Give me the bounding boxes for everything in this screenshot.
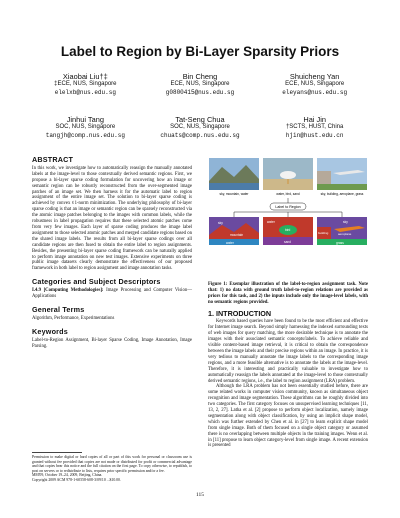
introduction-heading: 1. INTRODUCTION bbox=[208, 308, 272, 318]
author-email: elelxb@nus.edu.sg bbox=[54, 88, 116, 96]
figure-image-3-caption: sky, building, aeroplane, grass bbox=[320, 192, 364, 196]
copyright-text: Copyright 2009 ACM 978-1-60558-608-3/09/10 ...$10.00. bbox=[32, 477, 121, 482]
author-block bbox=[257, 115, 372, 139]
author-affiliation: ‡ECE, NUS, Singapore bbox=[54, 81, 117, 87]
footnote-rule bbox=[32, 452, 82, 453]
region-label: sky bbox=[343, 220, 348, 224]
region-label: water bbox=[226, 241, 234, 245]
keywords-heading: Keywords bbox=[32, 326, 68, 336]
general-terms-heading: General Terms bbox=[32, 304, 85, 314]
author-block bbox=[143, 72, 258, 96]
figure-image-3 bbox=[317, 158, 367, 190]
categories-desc: Image Processing and Computer Vision—Applications bbox=[32, 288, 192, 300]
author-block bbox=[257, 72, 372, 96]
venue-text: MM'09, October 19–24, 2009, Beijing, China. bbox=[32, 473, 103, 478]
intro-paragraph-1: Keywords based queries have been found to be the most efficient and effective for Internet image search. Beyond simply harnessing the indexed surrounding texts of web images for query matching, the more desirable technique is to annotate the images with their associated semantic concepts/labels. To achieve reliable and visible content-based image retrieval, it is critical to obtain the correspondence between the image labels and their precise regions within an image. In practice, it is very tedious to manually annotate the image labels to the corresponding image regions, and a more feasible alternative is to annotate the labels at the image-level. Therefore, it is interesting and practically valuable to investigate how to automatically reassign the labels annotated at the image-level to those contextually derived semantic regions, i.e., the label to region assignment (LRA) problem. bbox=[208, 319, 368, 384]
author-email: g0800415@nus.edu.sg bbox=[165, 88, 235, 96]
author-affiliation: †SCTS, HUST, China bbox=[285, 124, 344, 130]
figure-image-2-caption: water, bird, sand bbox=[276, 192, 300, 196]
author-email: tangjh@comp.nus.edu.sg bbox=[45, 131, 125, 139]
region-map-1 bbox=[209, 217, 259, 245]
figure-1 bbox=[208, 157, 368, 275]
author-name: Xiaobai Liu†‡ bbox=[62, 72, 108, 81]
figure-caption: Figure 1: Exemplar illustration of the label-to-region assignment task. Note that: 1) no data with ground truth label-to-region relations are provided as priors for this task, and 2) the inputs include only the image-level labels, with no semantic regions provided. bbox=[208, 281, 368, 305]
author-block bbox=[143, 115, 258, 139]
author-row-2 bbox=[28, 115, 372, 139]
region-label: sky bbox=[218, 221, 223, 225]
region-label: mountain bbox=[230, 233, 244, 237]
left-column bbox=[32, 157, 192, 349]
region-label: water bbox=[267, 220, 275, 224]
author-email: chuats@comp.nus.edu.sg bbox=[160, 131, 240, 139]
region-label: bird bbox=[285, 228, 291, 232]
author-block bbox=[28, 115, 143, 139]
author-block bbox=[28, 72, 143, 96]
author-name: Tat-Seng Chua bbox=[175, 115, 225, 124]
region-label: aeroplane bbox=[338, 232, 352, 236]
region-map-3 bbox=[317, 217, 367, 245]
paper-title: Label to Region by Bi-Layer Sparsity Priors bbox=[60, 44, 340, 59]
general-terms-text: Algorithm, Performance, Experimentations bbox=[32, 315, 115, 321]
permission-text: Permission to make digital or hard copies of all or part of this work for personal or classroom use is granted without fee provided that copies are not made or distributed for profit or commercial advantage and that copies bear this notice and the full citation on the first page. To copy otherwise, to republish, to post on servers or to redistribute to lists, requires prior specific permission and/or a fee. bbox=[32, 455, 192, 473]
author-email: eleyans@nus.edu.sg bbox=[282, 88, 348, 96]
abstract-text: In this work, we investigate how to automatically reassign the manually annotated labels at the image-level to those contextually derived semantic regions. First, we propose a bi-layer sparse coding formulation for uncovering how an image or semantic region can be robustly reconstructed from the over-segmented image patches of an image set. We then harness it for the automatic label to region assignment of the entire image set. The solution to bi-layer sparse coding is achieved by convex ℓ1-norm minimization. The underlying philosophy of bi-layer sparse coding is that an image or semantic region can be sparsely reconstructed via the atomic image patches belonging to the images with common labels, while the robustness in label propagation requires that these selected atomic patches come from very few images. Each layer of sparse coding produces the image label assignment to those selected atomic patches and merged candidate regions based on the shared image labels. The results from all bi-layer sparse codings over all candidate regions are then fused to obtain the entire label to region assignments. Besides, the presenting bi-layer sparse coding framework can be naturally applied to perform image annotation on new test images. Extensive experiments on three public image datasets clearly demonstrate the effectiveness of our proposed framework in both label to region assignment and image annotation tasks. bbox=[32, 165, 192, 272]
region-map-2 bbox=[263, 217, 313, 245]
permission-footnote bbox=[32, 452, 192, 483]
page-number: 115 bbox=[195, 492, 205, 498]
intro-paragraph-2: Although the LRA problem has not been essentially studied before, there are some related works in computer vision community, known as simultaneous object recognition and image segmentation. These algorithms can be roughly divided into two categories. The first category focuses on unsupervised learning techniques [11, 13, 2, 27]. Latha et al. [2] propose to perform object localization, namely image segmentation along with object classification, by using an implicit shape model, which was further extended by Chen et al. in [27] to learn explicit shape model from single image. Both of them focused on a single object category or assumed there is no overlapping between multiple objects in the training images. Wenn et al. in [11] propose to learn object category-level from single image. A recent extension is presented bbox=[208, 384, 368, 449]
region-label: building bbox=[318, 231, 329, 235]
region-label: grass bbox=[336, 241, 344, 245]
author-email: hjin@hust.edu.cn bbox=[285, 131, 344, 139]
author-name: Bin Cheng bbox=[182, 72, 218, 81]
categories-code: I.4.9 [Computing Methodologies]: bbox=[32, 288, 104, 294]
author-name: Hai Jin bbox=[303, 115, 326, 124]
author-row-1 bbox=[28, 72, 372, 96]
label-to-region-text: Label to Region bbox=[275, 205, 301, 209]
right-column bbox=[208, 157, 368, 449]
figure-image-2 bbox=[263, 158, 313, 190]
figure-image-1 bbox=[209, 158, 259, 190]
keywords-text: Label-to-Region Assignment, Bi-layer Sparse Coding, Image Annotation, Image Parsing. bbox=[32, 337, 192, 349]
region-label: sand bbox=[284, 240, 291, 244]
author-affiliation: ECE, NUS, Singapore bbox=[285, 81, 345, 87]
author-name: Shuicheng Yan bbox=[289, 72, 340, 81]
author-name: Jinhui Tang bbox=[66, 115, 104, 124]
author-affiliation: SOC, NUS, Singapore bbox=[55, 124, 116, 130]
figure-image-1-caption: sky, mountain, water bbox=[219, 192, 249, 196]
author-affiliation: SOC, NUS, Singapore bbox=[170, 124, 230, 130]
abstract-heading: ABSTRACT bbox=[32, 155, 74, 164]
categories-heading: Categories and Subject Descriptors bbox=[32, 277, 161, 287]
author-affiliation: ECE, NUS, Singapore bbox=[170, 81, 230, 87]
categories-text bbox=[32, 288, 192, 300]
